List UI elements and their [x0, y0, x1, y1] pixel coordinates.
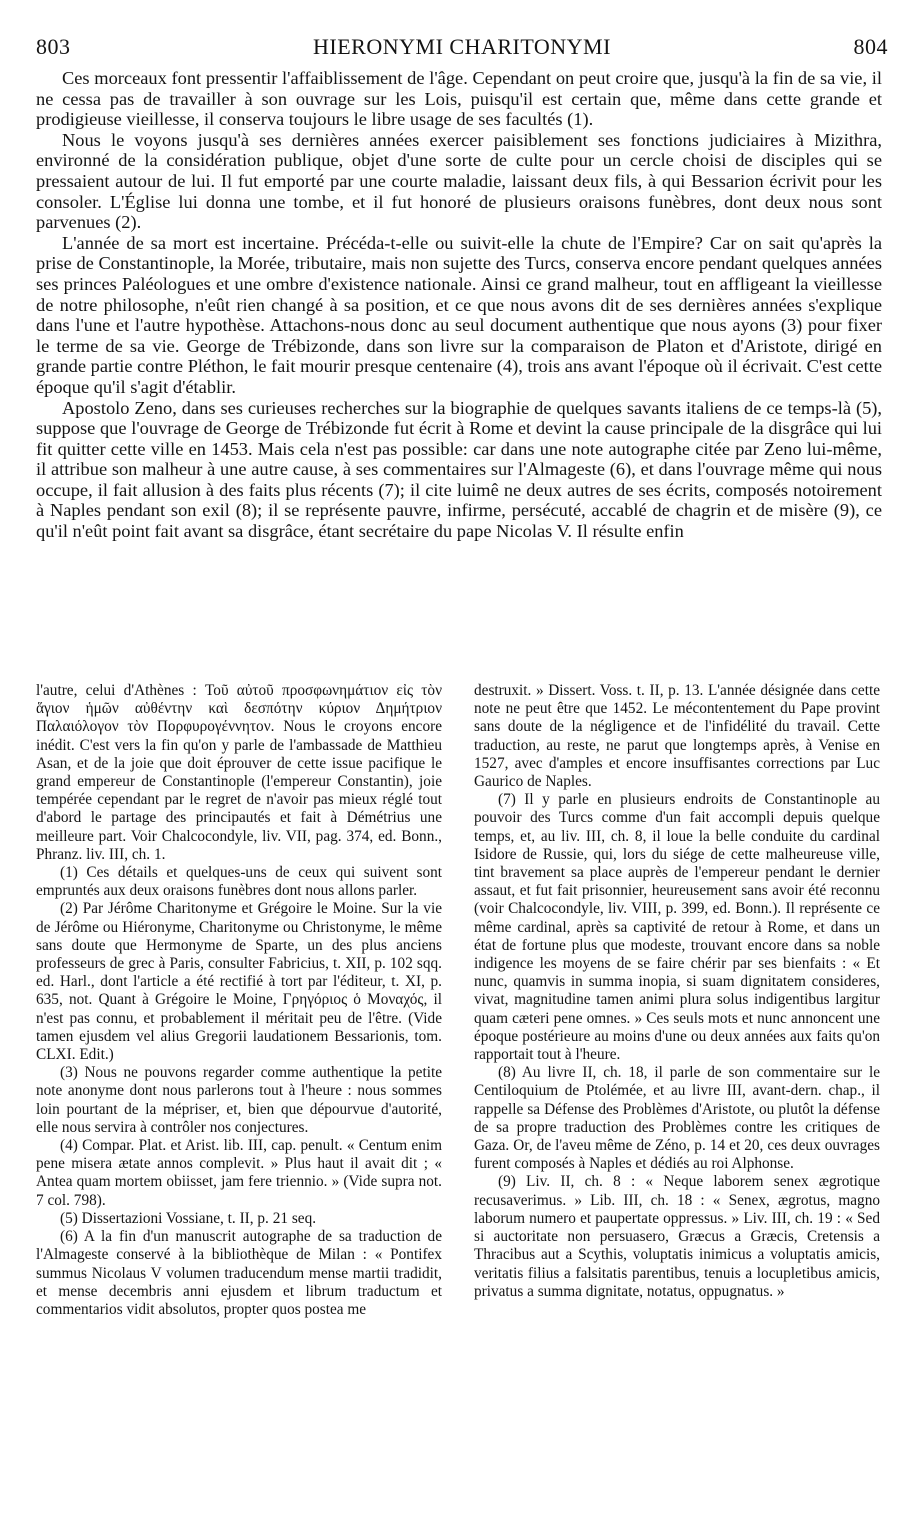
running-title: HIERONYMI CHARITONYMI: [313, 34, 611, 59]
left-column-number: 803: [36, 34, 71, 59]
footnotes-right-column: [474, 682, 880, 1301]
footnote: destruxit. » Dissert. Voss. t. II, p. 13. L'année désignée dans cette note ne peut être que 1452. Le mécontentement du Pape provint sans doute de la négligence et de l'infidélité du travail. Cette traduction, au reste, ne parut que longtemps après, à Venise en 1527, avec d'amples et encore insuffisantes corrections par Luc Gaurico de Naples.: [474, 682, 880, 791]
footnote: (7) Il y parle en plusieurs endroits de Constantinople au pouvoir des Turcs comme d'un fait accompli depuis quelque temps, et, au liv. III, ch. 8, il loue la belle conduite du cardinal Isidore de Russie, qui, lors du siége de cette malheureuse ville, tint bravement sa place auprès de l'empereur pendant le dernier assaut, et fut fait prisonnier, heureusement sans avoir été reconnu (voir Chalcocondyle, liv. VIII, p. 399, ed. Bonn.). Il représente ce même cardinal, après sa captivité de retour à Rome, et dans un état de fortune plus que modeste, trouvant encore dans sa noble indigence les moyens de se faire chérir par ses bienfaits : « Et nunc, quamvis in summa inopia, si suam dignitatem consideres, vivat, magnitudine tamen animi plura solus indigentibus largitur quam cæteri pene omnes. » Ces seuls mots et nunc annoncent une époque postérieure au moins d'une ou deux années aux faits qu'on rapportait tout à l'heure.: [474, 791, 880, 1064]
footnote: (9) Liv. II, ch. 8 : « Neque laborem senex ægrotique recusaverimus. » Lib. III, ch. 18 : « Senex, ægrotus, magno laborum numero et paupertate oppressus. » Liv. III, ch. 19 : « Sed si auctoritate non persuasero, Græcus a Græcis, Cretensis a Thracibus aut a Scythis, voluptatis inimicus a voluptatis amicis, veritatis filius a falsitatis parentibus, tenuis a locupletibus amicis, privatus a summa dignitate, notatus, oppugnatus. »: [474, 1173, 880, 1300]
footnote: (4) Compar. Plat. et Arist. lib. III, cap. penult. « Centum enim pene misera ætate annos complevit. » Plus haut il avait dit ; « Antea quam mortem obiisset, jam fere triennio. » (Vide supra not. 7 col. 798).: [36, 1137, 442, 1209]
footnote: (3) Nous ne pouvons regarder comme authentique la petite note anonyme dont nous parlerons tout à l'heure : nous sommes loin pourtant de la mépriser, et, bien que dépourvue d'autorité, elle nous servira à contrôler nos conjectures.: [36, 1064, 442, 1136]
footnote: (6) A la fin d'un manuscrit autographe de sa traduction de l'Almageste conservé à la bibliothèque de Milan : « Pontifex summus Nicolaus V volumen traducendum mense martii tradidit, et mense decembris anni ejusdem et librum traductum et commentarios vidit absolutos, propter quos postea me: [36, 1228, 442, 1318]
right-column-number: 804: [853, 34, 888, 59]
footnote: (2) Par Jérôme Charitonyme et Grégoire le Moine. Sur la vie de Jérôme ou Hiéronyme, Charitonyme ou Christonyme, le même sans doute que Hermonyme de Sparte, un des plus anciens professeurs de grec à Paris, consulter Fabricius, t. XII, p. 102 sqq. ed. Harl., dont l'article a été rectifié à tort par l'éditeur, t. XI, p. 635, not. Quant à Grégoire le Moine, Γρηγόριος ὁ Μοναχός, il n'est pas connu, et probablement il méritait peu de l'être. (Vide tamen ejusdem vel alius Gregorii laudationem Bessarionis, tom. CLXI. Edit.): [36, 900, 442, 1064]
running-header: [36, 34, 888, 62]
main-paragraph: L'année de sa mort est incertaine. Précéda-t-elle ou suivit-elle la chute de l'Empire? Car on sait qu'après la prise de Constantinople, la Morée, tributaire, mais non sujette des Turcs, conserva encore pendant quelques années ses princes Paléologues et une ombre d'existence nationale. Ainsi ce grand malheur, tout en affligeant la vieillesse de notre philosophe, n'eût rien changé à sa position, et ce que nous avons dit de ses dernières années s'explique dans l'une et l'autre hypothèse. Attachons-nous donc au seul document authentique que nous ayons (3) pour fixer le terme de sa vie. George de Trébizonde, dans son livre sur la comparaison de Platon et d'Aristote, dirigé en grande partie contre Pléthon, le fait mourir presque centenaire (4), trois ans avant l'époque où il écrivait. C'est cette époque qu'il s'agit d'établir.: [36, 232, 882, 397]
footnote: (5) Dissertazioni Vossiane, t. II, p. 21 seq.: [60, 1209, 317, 1227]
main-paragraph: Apostolo Zeno, dans ses curieuses recherches sur la biographie de quelques savants italiens de ce temps-là (5), suppose que l'ouvrage de George de Trébizonde fut écrit à Rome et devint la cause principale de la disgrâce qui lui fit quitter cette ville en 1453. Mais cela n'est pas possible: car dans une note autographe citée par Zeno lui-même, il attribue son malheur à une autre cause, à ses commentaires sur l'Almageste (6), et dans l'ouvrage même qui nous occupe, il fait allusion à des faits plus récents (7); il cite luimê ne deux autres de ses écrits, composés notoirement à Naples pendant son exil (8); il se représente pauvre, infirme, persécuté, accablé de chagrin et de misère (9), ce qu'il n'eût point fait avant sa disgrâce, étant secrétaire du pape Nicolas V. Il résulte enfin: [36, 397, 882, 542]
footnotes-left-column: [36, 682, 442, 1319]
footnote: (8) Au livre II, ch. 18, il parle de son commentaire sur le Centiloquium de Ptolémée, et au livre III, avant-dern. chap., il rappelle sa Défense des Problèmes d'Aristote, ou plutôt la défense de sa propre traduction des Problèmes contre les critiques de Gaza. Or, de l'aveu même de Zéno, p. 14 et 20, ces deux ouvrages furent composés à Naples et dédiés au roi Alphonse.: [474, 1064, 880, 1173]
footnote: (1) Ces détails et quelques-uns de ceux qui suivent sont empruntés aux deux oraisons funèbres dont nous allons parler.: [36, 864, 442, 900]
main-paragraph: Ces morceaux font pressentir l'affaiblissement de l'âge. Cependant on peut croire que, jusqu'à la fin de sa vie, il ne cessa pas de travailler à son ouvrage sur les Lois, puisqu'il est certain que, même dans cette grande et prodigieuse vieillesse, il conserva toujours le libre usage de ses facultés (1).: [36, 68, 882, 130]
main-paragraph: Nous le voyons jusqu'à ses dernières années exercer paisiblement ses fonctions judiciaires à Mizithra, environné de la considération publique, objet d'une sorte de culte pour un cercle choisi de disciples qui se pressaient autour de lui. Il fut emporté par une courte maladie, laissant deux fils, à qui Bessarion écrivit pour les consoler. L'Église lui donna une tombe, et il fut honoré de plusieurs oraisons funèbres, dont deux nous sont parvenues (2).: [36, 129, 882, 233]
main-text: [36, 68, 882, 542]
footnote: l'autre, celui d'Athènes : Τοῦ αὐτοῦ προσφωνημάτιον εἰς τὸν ἅγιον ἡμῶν αὐθέντην καὶ δεσπότην κύριον Δημήτριον Παλαιόλογον τὸν Πορφυρογέννητον. Nous le croyons encore inédit. C'est vers la fin qu'on y parle de l'ambassade de Matthieu Asan, et de la joie que doit éprouver de cette issue pacifique le grand empereur de Constantinople (l'empereur Constantin), joie tempérée cependant par le regret de n'avoir pas mieux réglé tout d'abord le partage des principautés et fait à Démétrius une meilleure part. Voir Chalcocondyle, liv. VII, pag. 374, ed. Bonn., Phranz. liv. III, ch. 1.: [36, 682, 442, 863]
